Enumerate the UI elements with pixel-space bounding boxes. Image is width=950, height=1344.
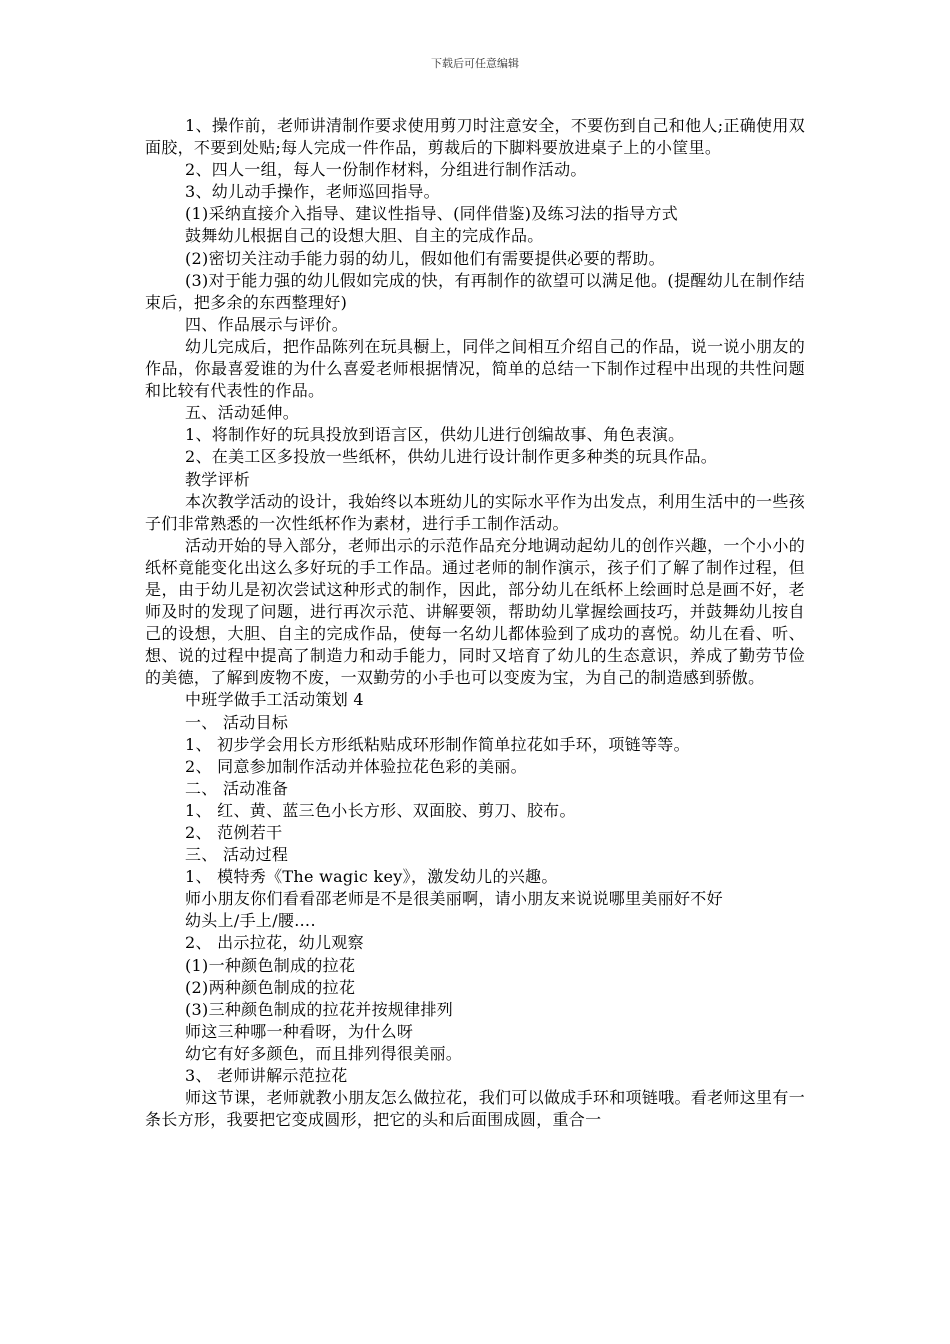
paragraph: (1)采纳直接介入指导、建议性指导、(同伴借鉴)及练习法的指导方式 — [185, 204, 679, 224]
section-heading: 五、活动延伸。 — [185, 403, 300, 423]
page-header: 下载后可任意编辑 — [431, 57, 519, 70]
paragraph: 3、 老师讲解示范拉花 — [185, 1066, 348, 1086]
paragraph: 2、四人一组，每人一份制作材料，分组进行制作活动。 — [185, 160, 587, 180]
paragraph: 3、幼儿动手操作，老师巡回指导。 — [185, 182, 440, 202]
paragraph: 1、 红、黄、蓝三色小长方形、双面胶、剪刀、胶布。 — [185, 800, 576, 820]
section-heading: 一、 活动目标 — [185, 712, 289, 732]
paragraph: 幼儿完成后，把作品陈列在玩具橱上，同伴之间相互介绍自己的作品，说一说小朋友的作品，你最喜爱谁的为什么喜爱老师根据情况，简单的总结一下制作过程中出现的共性问题和比较有代表性的作品。 — [145, 336, 805, 401]
paragraph: 2、 范例若干 — [185, 823, 283, 842]
section-heading: 二、 活动准备 — [185, 778, 289, 798]
paragraph: 师这三种哪一种看呀，为什么呀 — [185, 1021, 414, 1041]
paragraph: 活动开始的导入部分，老师出示的示范作品充分地调动起幼儿的创作兴趣，一个小小的纸杯竟能变化出这么多好玩的手工作品。通过老师的制作演示，孩子们了解了制作过程，但是，由于幼儿是初次尝试这种形式的制作，因此，部分幼儿在纸杯上绘画时总是画不好，老师及时的发现了问题，进行再次示范、讲解要领，帮助幼儿掌握绘画技巧，并鼓舞幼儿按自己的设想，大胆、自主的完成作品，使每一名幼儿都体验到了成功的喜悦。幼儿在看、听、想、说的过程中提高了制造力和动手能力，同时又培育了幼儿的生态意识，养成了勤劳节俭的美德，了解到废物不废，一双勤劳的小手也可以变废为宝，为自己的制造感到骄傲。 — [145, 535, 805, 688]
paragraph: 本次教学活动的设计，我始终以本班幼儿的实际水平作为出发点，利用生活中的一些孩子们非常熟悉的一次性纸杯作为素材，进行手工制作活动。 — [145, 491, 805, 533]
paragraph: 幼它有好多颜色，而且排列得很美丽。 — [185, 1043, 463, 1063]
paragraph: 师这节课，老师就教小朋友怎么做拉花，我们可以做成手环和项链哦。看老师这里有一条长方形，我要把它变成圆形，把它的头和后面围成圆，重合一 — [145, 1088, 805, 1130]
document-title: 中班学做手工活动策划 4 — [185, 690, 364, 710]
paragraph: 2、在美工区多投放一些纸杯，供幼儿进行设计制作更多种类的玩具作品。 — [185, 447, 718, 467]
paragraph: 1、 模特秀《The wagic key》，激发幼儿的兴趣。 — [185, 867, 558, 887]
section-heading: 三、 活动过程 — [185, 845, 289, 865]
paragraph: 师小朋友你们看看邵老师是不是很美丽啊，请小朋友来说说哪里美丽好不好 — [185, 889, 723, 909]
paragraph: 鼓舞幼儿根据自己的设想大胆、自主的完成作品。 — [185, 226, 544, 246]
section-heading: 教学评析 — [185, 469, 251, 489]
paragraph: (2)两种颜色制成的拉花 — [185, 977, 356, 997]
paragraph: (2)密切关注动手能力弱的幼儿，假如他们有需要提供必要的帮助。 — [185, 248, 665, 268]
paragraph: (3)对于能力强的幼儿假如完成的快，有再制作的欲望可以满足他。(提醒幼儿在制作结束后，把多余的东西整理好) — [145, 270, 805, 312]
paragraph: 1、操作前，老师讲清制作要求使用剪刀时注意安全，不要伤到自己和他人;正确使用双面胶，不要到处贴;每人完成一件作品，剪裁后的下脚料要放进桌子上的小筐里。 — [145, 116, 805, 158]
paragraph: 2、 出示拉花，幼儿观察 — [185, 933, 364, 953]
paragraph: (1)一种颜色制成的拉花 — [185, 955, 356, 975]
section-heading: 四、作品展示与评价。 — [185, 314, 349, 334]
document-body — [145, 115, 805, 1131]
paragraph: (3)三种颜色制成的拉花并按规律排列 — [185, 999, 454, 1019]
paragraph: 1、将制作好的玩具投放到语言区，供幼儿进行创编故事、角色表演。 — [185, 425, 685, 445]
paragraph: 1、 初步学会用长方形纸粘贴成环形制作简单拉花如手环，项链等等。 — [185, 734, 690, 754]
paragraph: 幼头上/手上/腰…. — [185, 911, 316, 931]
paragraph: 2、 同意参加制作活动并体验拉花色彩的美丽。 — [185, 756, 527, 776]
